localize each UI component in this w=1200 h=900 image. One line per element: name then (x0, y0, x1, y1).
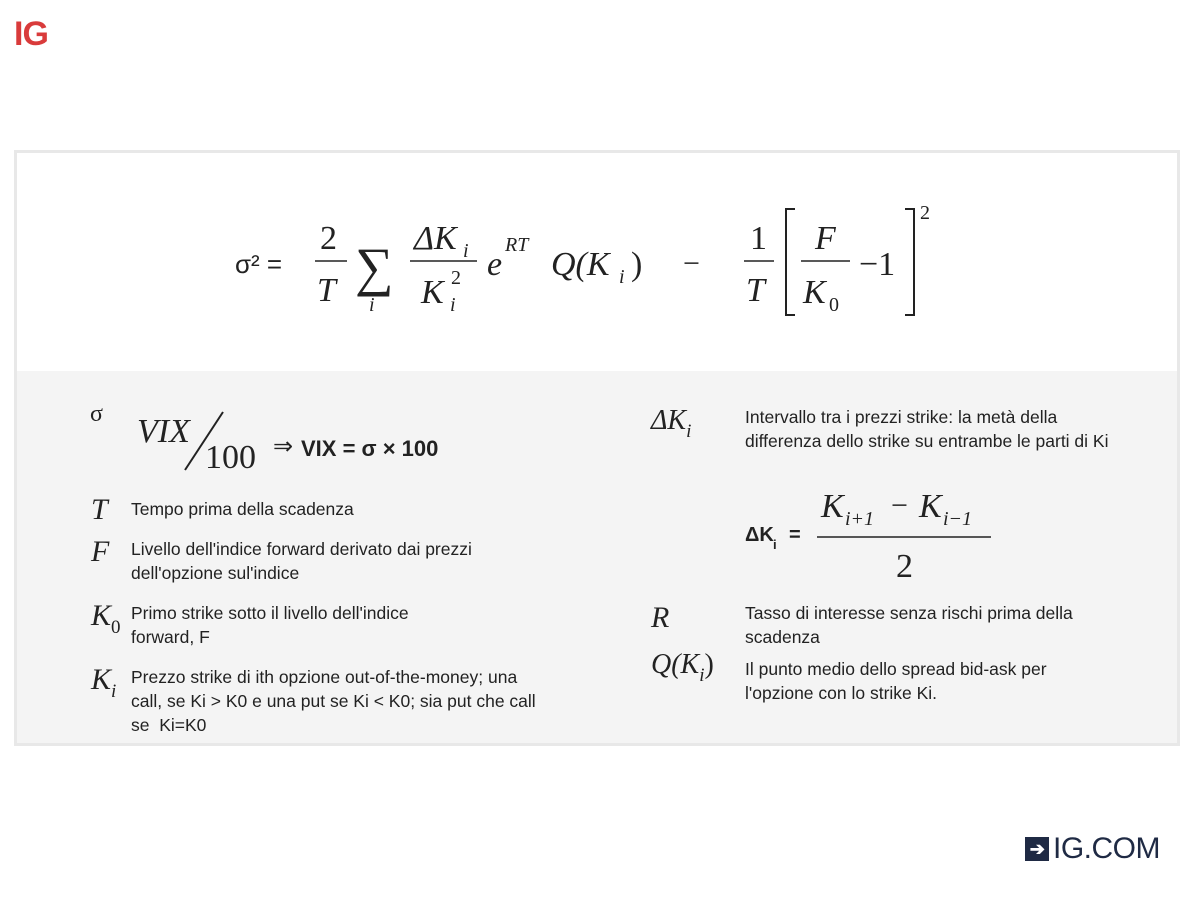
exp-power: RT (505, 234, 529, 256)
frac-num-dk: ΔK (414, 220, 457, 257)
frac-den-k: K (421, 274, 444, 311)
def-k0-symbol (91, 599, 121, 639)
inner-den-sub: 0 (829, 294, 839, 316)
def-q-line1: Il punto medio dello spread bid-ask per (745, 659, 1047, 679)
def-ki-line1: Prezzo strike di ith opzione out-of-the-money; una (131, 667, 518, 687)
def-f-symbol: F (91, 535, 110, 568)
term2-num: 1 (750, 220, 767, 257)
def-k0-sub: 0 (111, 617, 121, 638)
def-k0-line1: Primo strike sotto il livello dell'indice (131, 603, 409, 623)
dk-den: 2 (896, 548, 913, 585)
def-ki-line3: se Ki=K0 (131, 715, 207, 735)
dk-num-a-sub: i+1 (845, 508, 875, 530)
def-dki-symbol (651, 405, 691, 443)
frac-den-sup: 2 (451, 267, 461, 289)
vix-over-100 (135, 406, 445, 476)
vix-formula-card (14, 150, 1180, 746)
sum-symbol: ∑ (355, 237, 394, 297)
def-ki-sub: i (111, 681, 117, 702)
dk-num-minus: − (891, 489, 908, 522)
arrow-right-icon: ➔ (1025, 837, 1049, 861)
def-k0-k: K (91, 599, 112, 632)
vix-den: 100 (205, 439, 256, 476)
inner-num-f: F (815, 220, 836, 257)
def-t-symbol: T (91, 493, 108, 526)
def-ki-line2: call, se Ki > K0 e una put se Ki < K0; sia put che call (131, 691, 536, 711)
def-k0-text (131, 601, 409, 649)
sum-index: i (369, 294, 375, 316)
inner-den-k: K (803, 274, 826, 311)
term1-num: 2 (320, 220, 337, 257)
outer-power: 2 (920, 202, 930, 224)
minus-one: −1 (859, 246, 896, 283)
vix-num: VIX (137, 413, 190, 450)
dk-num-a: K (821, 488, 844, 525)
delta-k-formula (741, 479, 1001, 589)
ig-com-brand[interactable] (1025, 832, 1160, 866)
def-k0-line2: forward, F (131, 627, 210, 647)
def-ki-text (131, 665, 536, 737)
def-dki-dk: ΔK (651, 405, 687, 436)
def-q-sub: i (699, 665, 705, 686)
def-r-symbol: R (651, 601, 670, 634)
dk-num-b-sub: i−1 (943, 508, 973, 530)
dk-eq: = (789, 524, 801, 546)
vix-equation: VIX = σ × 100 (301, 436, 439, 461)
def-q-text (745, 657, 1047, 705)
q-close: ) (631, 246, 643, 283)
implies-arrow: ⇒ (273, 434, 294, 460)
def-r-line1: Tasso di interesse senza rischi prima della (745, 603, 1073, 623)
term2-den: T (746, 272, 765, 309)
dk-lhs-sub: i (773, 537, 777, 552)
def-r-text (745, 601, 1073, 649)
def-q-symbol (651, 649, 714, 687)
def-r-line2: scadenza (745, 627, 820, 647)
main-formula (17, 153, 1177, 371)
def-f-text (131, 537, 472, 585)
brand-text: IG.COM (1053, 832, 1160, 865)
left-bracket (786, 209, 795, 315)
frac-den-sub: i (450, 294, 456, 316)
def-f-line1: Livello dell'indice forward derivato dai prezzi (131, 539, 472, 559)
def-t-text: Tempo prima della scadenza (131, 499, 354, 519)
def-dki-line1: Intervallo tra i prezzi strike: la metà della (745, 407, 1058, 427)
term1-den: T (317, 272, 336, 309)
dk-num-b: K (919, 488, 942, 525)
dk-lhs: ΔK (745, 524, 774, 546)
def-q-close: ) (704, 649, 714, 680)
def-dki-text (745, 405, 1108, 453)
def-dki-line2: differenza dello strike su entrambe le parti di Ki (745, 431, 1109, 451)
lhs-sigma-squared: σ² = (235, 249, 283, 279)
right-bracket (905, 209, 914, 315)
def-f-line2: dell'opzione sul'indice (131, 563, 300, 583)
exp-base: e (487, 246, 503, 283)
ig-logo[interactable]: IG (14, 15, 48, 53)
q-func: Q(K (551, 246, 610, 283)
def-dki-sub: i (686, 421, 692, 442)
def-ki-k: K (91, 663, 112, 696)
main-formula-svg (17, 153, 1177, 371)
q-sub: i (619, 266, 625, 288)
def-sigma-symbol: σ (90, 401, 103, 427)
frac-num-sub: i (463, 240, 469, 262)
minus-sign: − (683, 247, 700, 280)
def-q-func: Q(K (651, 649, 700, 680)
def-ki-symbol (91, 663, 116, 703)
def-q-line2: l'opzione con lo strike Ki. (745, 683, 938, 703)
